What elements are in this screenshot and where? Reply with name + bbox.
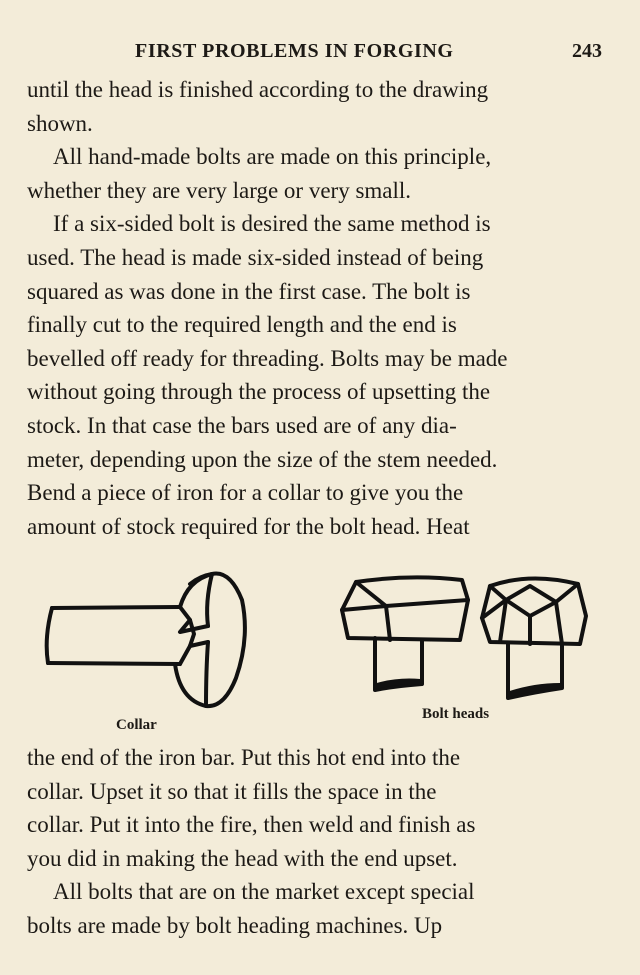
line: bevelled off ready for threading. Bolts may be made [27, 345, 508, 371]
caption-bolt-heads: Bolt heads [422, 706, 490, 722]
body-text-top [27, 73, 607, 543]
line: collar. Put it into the fire, then weld and finish as [27, 812, 476, 838]
caption-collar: Collar [116, 717, 157, 733]
line: stock. In that case the bars used are of any dia- [27, 412, 457, 438]
body-text-bottom [27, 741, 607, 943]
line: All hand-made bolts are made on this principle, [53, 144, 492, 170]
line: collar. Upset it so that it fills the space in the [27, 778, 437, 804]
line: finally cut to the required length and the end is [27, 312, 457, 338]
paragraph [27, 140, 607, 207]
line: shown. [27, 110, 93, 136]
illustration [30, 560, 610, 735]
line: you did in making the head with the end upset. [27, 845, 458, 871]
line: All bolts that are on the market except special [53, 879, 475, 905]
line: Bend a piece of iron for a collar to give you the [27, 480, 464, 506]
running-head: FIRST PROBLEMS IN FORGING [135, 40, 454, 62]
square-bolt-head [342, 577, 468, 690]
collar-and-bolt-heads-drawing [30, 560, 610, 735]
page-header [0, 40, 640, 66]
paragraph [27, 875, 607, 942]
line: without going through the process of upsetting the [27, 379, 491, 405]
paragraph [27, 741, 607, 875]
line: until the head is finished according to the drawing [27, 77, 489, 102]
line: If a six-sided bolt is desired the same method is [53, 211, 491, 237]
line: squared as was done in the first case. The bolt is [27, 278, 471, 304]
hex-bolt-head [482, 578, 586, 698]
paragraph [27, 207, 607, 543]
paragraph [27, 73, 607, 140]
collar-figure [47, 574, 245, 707]
line: whether they are very large or very small. [27, 177, 412, 203]
line: meter, depending upon the size of the stem needed. [27, 446, 498, 472]
line: used. The head is made six-sided instead of being [27, 244, 484, 270]
line: the end of the iron bar. Put this hot end into the [27, 745, 461, 770]
line: amount of stock required for the bolt head. Heat [27, 513, 470, 539]
page-number: 243 [572, 40, 602, 62]
line: bolts are made by bolt heading machines. Up [27, 912, 443, 938]
